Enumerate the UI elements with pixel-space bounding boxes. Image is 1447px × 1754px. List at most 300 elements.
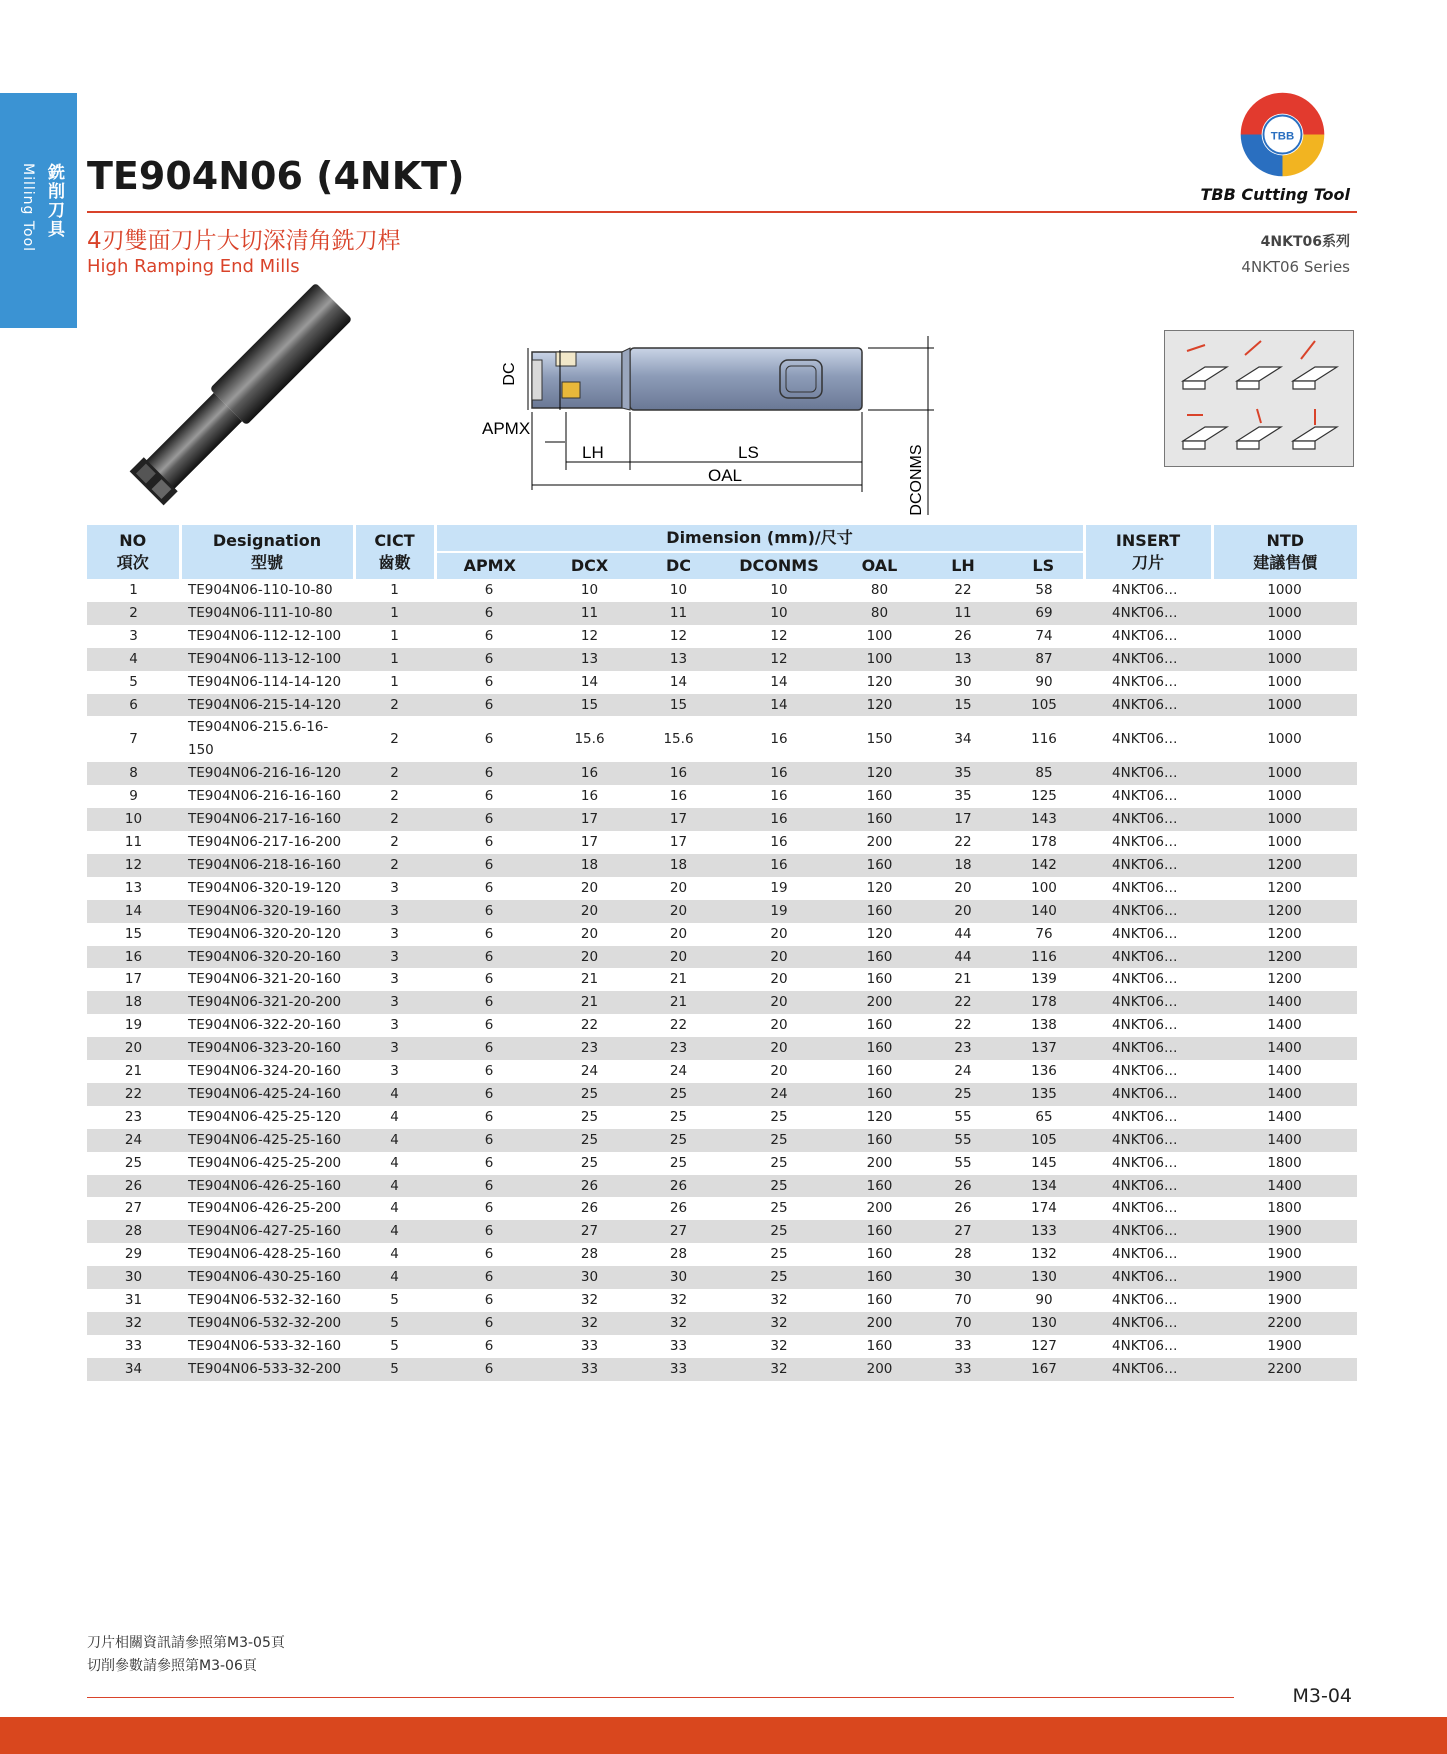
cell-dcx: 17 bbox=[543, 808, 636, 831]
cell-designation: TE904N06-533-32-160 bbox=[188, 1337, 342, 1354]
cell-dconms: 32 bbox=[770, 1337, 788, 1354]
cell-oal: 160 bbox=[837, 1037, 922, 1060]
logo-badge-text: TBB bbox=[1270, 130, 1295, 143]
cell-lh: 20 bbox=[922, 900, 1004, 923]
cell-oal: 160 bbox=[837, 1266, 922, 1289]
cell-dc: 32 bbox=[669, 1292, 688, 1309]
page-number: M3-04 bbox=[1292, 1685, 1352, 1707]
cell-insert: 4NKT06… bbox=[1084, 602, 1212, 625]
cell-lh: 22 bbox=[954, 1017, 972, 1034]
cell-dconms: 20 bbox=[770, 971, 788, 988]
cell-insert: 4NKT06… bbox=[1112, 1337, 1178, 1354]
col-header-no: NO 項次 bbox=[87, 525, 180, 579]
cell-apmx: 6 bbox=[435, 1037, 543, 1060]
cell-dcx: 20 bbox=[543, 900, 636, 923]
cell-no: 25 bbox=[124, 1154, 143, 1171]
cell-ls: 125 bbox=[1031, 788, 1057, 805]
cell-insert: 4NKT06… bbox=[1084, 1220, 1212, 1243]
cell-apmx: 6 bbox=[435, 854, 543, 877]
table-row bbox=[87, 579, 1357, 602]
cell-ntd: 1400 bbox=[1267, 1108, 1302, 1125]
table-row bbox=[87, 716, 1357, 762]
cell-designation: TE904N06-217-16-160 bbox=[180, 808, 354, 831]
cell-cict: 1 bbox=[354, 602, 435, 625]
col-header-lh: LH bbox=[922, 552, 1004, 579]
cell-no: 31 bbox=[124, 1292, 143, 1309]
cell-apmx: 6 bbox=[484, 673, 494, 690]
cell-insert: 4NKT06… bbox=[1084, 1358, 1212, 1381]
cell-dcx: 28 bbox=[580, 1246, 599, 1263]
cell-no: 22 bbox=[87, 1083, 180, 1106]
cell-oal: 200 bbox=[866, 1154, 893, 1171]
cell-lh: 26 bbox=[954, 1200, 972, 1217]
cell-no: 12 bbox=[87, 854, 180, 877]
table-row bbox=[87, 1358, 1357, 1381]
cell-dconms: 24 bbox=[721, 1083, 837, 1106]
cell-lh: 70 bbox=[922, 1312, 1004, 1335]
cell-insert: 4NKT06… bbox=[1112, 1108, 1178, 1125]
cell-dc: 20 bbox=[669, 879, 688, 896]
cell-cict: 1 bbox=[390, 673, 399, 690]
cell-oal: 160 bbox=[837, 1220, 922, 1243]
cell-insert: 4NKT06… bbox=[1112, 925, 1178, 942]
cell-cict: 5 bbox=[390, 1292, 399, 1309]
cell-lh: 27 bbox=[922, 1220, 1004, 1243]
cell-apmx: 6 bbox=[435, 1129, 543, 1152]
cell-ls: 116 bbox=[1031, 730, 1057, 747]
cell-oal: 200 bbox=[866, 833, 893, 850]
table-row bbox=[87, 602, 1357, 625]
cell-apmx: 6 bbox=[484, 879, 494, 896]
cell-lh: 35 bbox=[954, 788, 972, 805]
cell-ntd: 1200 bbox=[1267, 879, 1302, 896]
cell-apmx: 6 bbox=[484, 1200, 494, 1217]
cell-lh: 55 bbox=[954, 1108, 972, 1125]
cell-oal: 200 bbox=[837, 1312, 922, 1335]
cell-oal: 100 bbox=[866, 627, 893, 644]
cell-cict: 1 bbox=[354, 648, 435, 671]
cell-dc: 22 bbox=[669, 1017, 688, 1034]
cell-dcx: 32 bbox=[580, 1292, 599, 1309]
cell-ntd: 1000 bbox=[1212, 602, 1357, 625]
cell-designation: TE904N06-427-25-160 bbox=[180, 1220, 354, 1243]
cell-oal: 100 bbox=[837, 648, 922, 671]
cell-no: 34 bbox=[87, 1358, 180, 1381]
footer-divider bbox=[87, 1697, 1234, 1698]
cell-apmx: 6 bbox=[484, 1108, 494, 1125]
cell-no: 24 bbox=[87, 1129, 180, 1152]
cell-ls: 137 bbox=[1004, 1037, 1084, 1060]
cell-ntd: 1000 bbox=[1212, 808, 1357, 831]
table-row bbox=[87, 1129, 1357, 1152]
cell-oal: 120 bbox=[866, 1108, 893, 1125]
cell-dconms: 10 bbox=[721, 602, 837, 625]
cell-oal: 80 bbox=[837, 602, 922, 625]
cell-insert: 4NKT06… bbox=[1084, 1175, 1212, 1198]
cell-cict: 5 bbox=[390, 1337, 399, 1354]
table-row bbox=[87, 968, 1357, 991]
cell-dconms: 14 bbox=[721, 694, 837, 717]
cell-dconms: 20 bbox=[721, 946, 837, 969]
cell-no: 13 bbox=[124, 879, 143, 896]
cell-cict: 4 bbox=[354, 1266, 435, 1289]
cell-apmx: 6 bbox=[484, 1337, 494, 1354]
cell-dc: 24 bbox=[669, 1063, 688, 1080]
cell-ntd: 1000 bbox=[1212, 762, 1357, 785]
title-divider bbox=[87, 211, 1357, 213]
cell-insert: 4NKT06… bbox=[1084, 1129, 1212, 1152]
cell-apmx: 6 bbox=[435, 1175, 543, 1198]
cell-designation: TE904N06-111-10-80 bbox=[180, 602, 354, 625]
table-row bbox=[87, 1083, 1357, 1106]
cell-dconms: 25 bbox=[770, 1154, 788, 1171]
cell-oal: 160 bbox=[837, 900, 922, 923]
cell-ntd: 1200 bbox=[1267, 971, 1302, 988]
cell-cict: 1 bbox=[390, 582, 399, 598]
series-label-en: 4NKT06 Series bbox=[1241, 258, 1350, 276]
cell-apmx: 6 bbox=[435, 1083, 543, 1106]
cell-apmx: 6 bbox=[484, 1154, 494, 1171]
cell-dc: 15 bbox=[636, 694, 721, 717]
cell-ntd: 2200 bbox=[1212, 1358, 1357, 1381]
tool-photo-image bbox=[100, 280, 370, 520]
cell-dconms: 12 bbox=[770, 627, 788, 644]
cell-dconms: 25 bbox=[721, 1129, 837, 1152]
cell-ntd: 1000 bbox=[1267, 627, 1302, 644]
cell-dc: 15.6 bbox=[663, 730, 694, 747]
col-header-ls: LS bbox=[1004, 552, 1084, 579]
cell-dc: 17 bbox=[669, 833, 688, 850]
logo-text: TBB Cutting Tool bbox=[1200, 185, 1350, 204]
cell-cict: 4 bbox=[354, 1175, 435, 1198]
cell-ls: 100 bbox=[1031, 879, 1057, 896]
table-row bbox=[87, 1106, 1357, 1129]
cell-no: 15 bbox=[124, 925, 143, 942]
cell-no: 1 bbox=[129, 582, 138, 598]
cell-dcx: 17 bbox=[580, 833, 599, 850]
cell-cict: 2 bbox=[354, 694, 435, 717]
cell-ntd: 1000 bbox=[1212, 694, 1357, 717]
cell-cict: 5 bbox=[354, 1358, 435, 1381]
cell-cict: 4 bbox=[390, 1108, 399, 1125]
cell-dc: 32 bbox=[636, 1312, 721, 1335]
cell-ls: 145 bbox=[1031, 1154, 1057, 1171]
cell-apmx: 6 bbox=[435, 602, 543, 625]
cell-cict: 2 bbox=[390, 833, 399, 850]
cell-designation: TE904N06-215.6-16-150 bbox=[188, 719, 329, 759]
cell-ls: 140 bbox=[1004, 900, 1084, 923]
cell-cict: 4 bbox=[390, 1246, 399, 1263]
cell-insert: 4NKT06… bbox=[1084, 1266, 1212, 1289]
cell-ls: 58 bbox=[1035, 582, 1053, 598]
cell-ntd: 1000 bbox=[1267, 788, 1302, 805]
cell-no: 7 bbox=[129, 730, 138, 747]
table-row bbox=[87, 671, 1357, 694]
cell-dc: 28 bbox=[669, 1246, 688, 1263]
cell-dconms: 25 bbox=[770, 1108, 788, 1125]
table-row bbox=[87, 648, 1357, 671]
cell-lh: 34 bbox=[954, 730, 972, 747]
cell-lh: 55 bbox=[954, 1154, 972, 1171]
cell-apmx: 6 bbox=[484, 1246, 494, 1263]
cell-dconms: 16 bbox=[721, 854, 837, 877]
table-row bbox=[87, 762, 1357, 785]
col-header-designation: Designation 型號 bbox=[180, 525, 354, 579]
table-row bbox=[87, 1037, 1357, 1060]
cell-insert: 4NKT06… bbox=[1084, 1083, 1212, 1106]
cell-no: 30 bbox=[87, 1266, 180, 1289]
cell-designation: TE904N06-321-20-160 bbox=[188, 971, 342, 988]
cell-dc: 21 bbox=[669, 971, 688, 988]
cell-dconms: 20 bbox=[770, 1017, 788, 1034]
cell-dconms: 12 bbox=[721, 648, 837, 671]
table-row bbox=[87, 900, 1357, 923]
cell-ntd: 1400 bbox=[1212, 991, 1357, 1014]
cell-apmx: 6 bbox=[435, 1266, 543, 1289]
cell-cict: 3 bbox=[354, 946, 435, 969]
cell-ntd: 1900 bbox=[1267, 1246, 1302, 1263]
col-header-apmx: APMX bbox=[435, 552, 543, 579]
cell-dconms: 25 bbox=[721, 1175, 837, 1198]
cell-ls: 65 bbox=[1035, 1108, 1053, 1125]
cell-dcx: 14 bbox=[580, 673, 599, 690]
cell-ls: 130 bbox=[1004, 1266, 1084, 1289]
tbb-logo-icon bbox=[1235, 87, 1330, 182]
cell-designation: TE904N06-215-14-120 bbox=[180, 694, 354, 717]
table-row bbox=[87, 1014, 1357, 1037]
cell-cict: 3 bbox=[354, 991, 435, 1014]
section-side-tab[interactable] bbox=[0, 93, 77, 328]
cell-ls: 178 bbox=[1031, 833, 1057, 850]
cell-cict: 2 bbox=[354, 808, 435, 831]
cell-oal: 120 bbox=[866, 673, 893, 690]
cell-insert: 4NKT06… bbox=[1112, 1246, 1178, 1263]
cell-dcx: 25 bbox=[543, 1083, 636, 1106]
cell-apmx: 6 bbox=[484, 1017, 494, 1034]
cell-dc: 18 bbox=[636, 854, 721, 877]
cell-dc: 11 bbox=[636, 602, 721, 625]
cell-ntd: 1200 bbox=[1212, 900, 1357, 923]
cell-no: 19 bbox=[124, 1017, 143, 1034]
cell-no: 17 bbox=[124, 971, 143, 988]
cell-ls: 130 bbox=[1004, 1312, 1084, 1335]
cell-designation: TE904N06-112-12-100 bbox=[188, 627, 342, 644]
cell-dconms: 20 bbox=[721, 991, 837, 1014]
cell-dconms: 32 bbox=[721, 1312, 837, 1335]
cell-dcx: 27 bbox=[543, 1220, 636, 1243]
cell-dcx: 23 bbox=[543, 1037, 636, 1060]
cell-lh: 26 bbox=[954, 627, 972, 644]
cell-cict: 3 bbox=[390, 971, 399, 988]
application-icons bbox=[1164, 330, 1354, 467]
cell-dconms: 25 bbox=[721, 1266, 837, 1289]
table-row bbox=[87, 1312, 1357, 1335]
cell-dc: 26 bbox=[669, 1200, 688, 1217]
cell-no: 16 bbox=[87, 946, 180, 969]
cell-dcx: 11 bbox=[543, 602, 636, 625]
dc-label: DC bbox=[501, 362, 518, 386]
cell-apmx: 6 bbox=[484, 1063, 494, 1080]
cell-insert: 4NKT06… bbox=[1112, 1292, 1178, 1309]
cell-no: 5 bbox=[129, 673, 138, 690]
cell-designation: TE904N06-426-25-160 bbox=[180, 1175, 354, 1198]
cell-dcx: 16 bbox=[580, 788, 599, 805]
cell-designation: TE904N06-428-25-160 bbox=[188, 1246, 342, 1263]
cell-oal: 160 bbox=[866, 971, 893, 988]
cell-oal: 160 bbox=[866, 1017, 893, 1034]
cell-insert: 4NKT06… bbox=[1112, 879, 1178, 896]
cell-ls: 143 bbox=[1004, 808, 1084, 831]
cell-dconms: 25 bbox=[770, 1246, 788, 1263]
cell-no: 4 bbox=[87, 648, 180, 671]
cell-oal: 160 bbox=[866, 1337, 893, 1354]
cell-oal: 160 bbox=[837, 946, 922, 969]
cell-designation: TE904N06-320-19-120 bbox=[188, 879, 342, 896]
cell-lh: 20 bbox=[954, 879, 972, 896]
cell-dc: 25 bbox=[636, 1129, 721, 1152]
cell-dcx: 32 bbox=[543, 1312, 636, 1335]
cell-ls: 105 bbox=[1004, 1129, 1084, 1152]
cell-dc: 25 bbox=[669, 1108, 688, 1125]
cell-insert: 4NKT06… bbox=[1084, 946, 1212, 969]
cell-dconms: 32 bbox=[770, 1292, 788, 1309]
cell-apmx: 6 bbox=[435, 1312, 543, 1335]
cell-ls: 90 bbox=[1035, 1292, 1053, 1309]
cell-lh: 21 bbox=[954, 971, 972, 988]
cell-insert: 4NKT06… bbox=[1112, 1017, 1178, 1034]
cell-insert: 4NKT06… bbox=[1084, 900, 1212, 923]
col-header-ntd: NTD 建議售價 bbox=[1212, 525, 1357, 579]
cell-dcx: 24 bbox=[580, 1063, 599, 1080]
cell-dconms: 25 bbox=[770, 1200, 788, 1217]
series-label-zh: 4NKT06系列 bbox=[1260, 234, 1350, 250]
cell-cict: 2 bbox=[390, 730, 399, 747]
cell-dconms: 19 bbox=[721, 900, 837, 923]
cell-ntd: 1900 bbox=[1212, 1220, 1357, 1243]
cell-cict: 2 bbox=[354, 854, 435, 877]
cell-ntd: 1900 bbox=[1267, 1337, 1302, 1354]
subtitle-en: High Ramping End Mills bbox=[87, 256, 300, 277]
table-row bbox=[87, 877, 1357, 900]
cell-ntd: 2200 bbox=[1212, 1312, 1357, 1335]
cell-designation: TE904N06-114-14-120 bbox=[188, 673, 342, 690]
table-row bbox=[87, 854, 1357, 877]
cell-dcx: 10 bbox=[580, 582, 599, 598]
cell-no: 6 bbox=[87, 694, 180, 717]
cell-designation: TE904N06-425-24-160 bbox=[180, 1083, 354, 1106]
cell-oal: 160 bbox=[837, 808, 922, 831]
cell-oal: 80 bbox=[870, 582, 889, 598]
cell-dc: 21 bbox=[636, 991, 721, 1014]
cell-oal: 160 bbox=[866, 1292, 893, 1309]
cell-no: 33 bbox=[124, 1337, 143, 1354]
cell-insert: 4NKT06… bbox=[1112, 730, 1178, 747]
cell-insert: 4NKT06… bbox=[1112, 971, 1178, 988]
cell-dcx: 25 bbox=[543, 1129, 636, 1152]
cell-oal: 200 bbox=[837, 991, 922, 1014]
cell-ls: 167 bbox=[1004, 1358, 1084, 1381]
cell-dcx: 21 bbox=[580, 971, 599, 988]
cell-designation: TE904N06-113-12-100 bbox=[180, 648, 354, 671]
cell-lh: 23 bbox=[922, 1037, 1004, 1060]
cell-ntd: 1000 bbox=[1267, 833, 1302, 850]
cell-lh: 44 bbox=[922, 946, 1004, 969]
cell-no: 18 bbox=[87, 991, 180, 1014]
cell-insert: 4NKT06… bbox=[1112, 1154, 1178, 1171]
table-row bbox=[87, 923, 1357, 946]
cell-oal: 120 bbox=[837, 694, 922, 717]
cell-cict: 3 bbox=[354, 1037, 435, 1060]
cell-oal: 160 bbox=[837, 1129, 922, 1152]
cell-insert: 4NKT06… bbox=[1084, 694, 1212, 717]
cell-no: 23 bbox=[124, 1108, 143, 1125]
cell-apmx: 6 bbox=[435, 808, 543, 831]
cell-dcx: 15 bbox=[543, 694, 636, 717]
cell-ls: 134 bbox=[1004, 1175, 1084, 1198]
cell-dc: 27 bbox=[636, 1220, 721, 1243]
cell-insert: 4NKT06… bbox=[1084, 1312, 1212, 1335]
table-row bbox=[87, 1060, 1357, 1083]
cell-lh: 28 bbox=[954, 1246, 972, 1263]
cell-ntd: 1000 bbox=[1267, 582, 1302, 598]
cell-ls: 132 bbox=[1031, 1246, 1057, 1263]
cell-ntd: 1400 bbox=[1212, 1175, 1357, 1198]
cutting-parameter-note: 切削參數請參照第M3-06頁 bbox=[87, 1658, 257, 1674]
cell-designation: TE904N06-323-20-160 bbox=[180, 1037, 354, 1060]
cell-cict: 3 bbox=[390, 925, 399, 942]
cell-insert: 4NKT06… bbox=[1084, 854, 1212, 877]
cell-lh: 24 bbox=[954, 1063, 972, 1080]
table-row bbox=[87, 1175, 1357, 1198]
cell-no: 21 bbox=[124, 1063, 143, 1080]
cell-dc: 14 bbox=[669, 673, 688, 690]
cell-lh: 35 bbox=[922, 762, 1004, 785]
cell-no: 27 bbox=[124, 1200, 143, 1217]
cell-ls: 136 bbox=[1031, 1063, 1057, 1080]
cell-dc: 33 bbox=[669, 1337, 688, 1354]
cell-dcx: 26 bbox=[580, 1200, 599, 1217]
cell-dcx: 30 bbox=[543, 1266, 636, 1289]
cell-insert: 4NKT06… bbox=[1084, 1037, 1212, 1060]
cell-dc: 12 bbox=[669, 627, 688, 644]
cell-dconms: 19 bbox=[770, 879, 788, 896]
cell-dcx: 16 bbox=[543, 762, 636, 785]
cell-ntd: 1800 bbox=[1267, 1154, 1302, 1171]
cell-lh: 11 bbox=[922, 602, 1004, 625]
cell-designation: TE904N06-218-16-160 bbox=[180, 854, 354, 877]
cell-insert: 4NKT06… bbox=[1112, 627, 1178, 644]
cell-apmx: 6 bbox=[484, 971, 494, 988]
cell-dconms: 16 bbox=[770, 730, 788, 747]
table-row bbox=[87, 1197, 1357, 1220]
cell-cict: 4 bbox=[354, 1129, 435, 1152]
table-row bbox=[87, 785, 1357, 808]
cell-cict: 4 bbox=[354, 1083, 435, 1106]
col-header-dimension: Dimension (mm)/尺寸 bbox=[435, 525, 1084, 552]
cell-dc: 33 bbox=[636, 1358, 721, 1381]
cell-lh: 26 bbox=[922, 1175, 1004, 1198]
cell-cict: 3 bbox=[354, 900, 435, 923]
cell-no: 8 bbox=[87, 762, 180, 785]
cell-no: 29 bbox=[124, 1246, 143, 1263]
cell-designation: TE904N06-320-20-160 bbox=[180, 946, 354, 969]
cell-ls: 133 bbox=[1004, 1220, 1084, 1243]
cell-ls: 87 bbox=[1004, 648, 1084, 671]
cell-apmx: 6 bbox=[484, 833, 494, 850]
cell-apmx: 6 bbox=[484, 730, 494, 747]
cell-designation: TE904N06-425-25-120 bbox=[188, 1108, 342, 1125]
cell-oal: 120 bbox=[866, 925, 893, 942]
